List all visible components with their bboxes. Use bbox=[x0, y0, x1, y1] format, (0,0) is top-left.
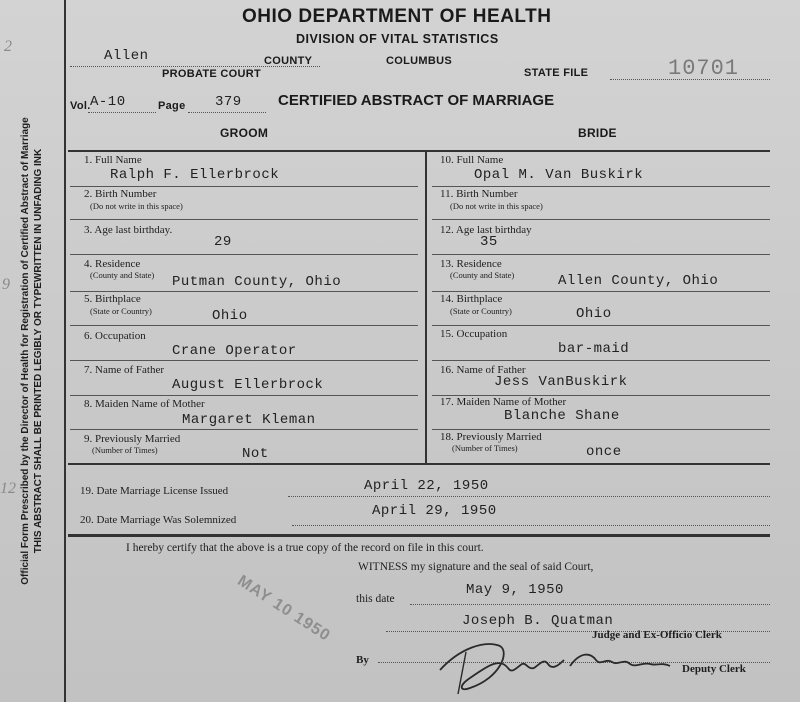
solemnized-value: April 29, 1950 bbox=[372, 503, 497, 519]
row-rule bbox=[432, 429, 770, 430]
row-rule bbox=[70, 325, 418, 326]
margin-rule bbox=[64, 0, 66, 702]
official-form-note: Official Form Prescribed by the Director of Health for Registration of Certified Abstract of Marriage bbox=[20, 117, 31, 585]
state-file-number: 10701 bbox=[668, 56, 740, 81]
row-rule bbox=[432, 219, 770, 220]
witness-statement: WITNESS my signature and the seal of said Court, bbox=[358, 561, 594, 573]
groom-full-name-value: Ralph F. Ellerbrock bbox=[110, 167, 280, 183]
groom-birthplace-note: (State or Country) bbox=[90, 306, 152, 316]
groom-residence-label: 4. Residence bbox=[84, 258, 141, 270]
groom-previously-married-value: Not bbox=[242, 446, 269, 462]
row-rule bbox=[432, 291, 770, 292]
bride-age-value: 35 bbox=[480, 234, 498, 250]
bride-father-value: Jess VanBuskirk bbox=[494, 374, 628, 390]
bride-residence-value: Allen County, Ohio bbox=[558, 273, 719, 289]
vol-line bbox=[88, 112, 156, 113]
license-issued-label: 19. Date Marriage License Issued bbox=[80, 485, 229, 497]
page-label: Page bbox=[158, 100, 186, 112]
bride-mother-label: 17. Maiden Name of Mother bbox=[440, 396, 567, 408]
license-issued-value: April 22, 1950 bbox=[364, 478, 489, 494]
groom-age-value: 29 bbox=[214, 234, 232, 250]
groom-father-value: August Ellerbrock bbox=[172, 377, 324, 393]
bride-occupation-label: 15. Occupation bbox=[440, 328, 508, 340]
license-issued-line bbox=[288, 496, 770, 497]
row-rule bbox=[432, 360, 770, 361]
row-rule bbox=[70, 429, 418, 430]
groom-mother-value: Margaret Kleman bbox=[182, 412, 316, 428]
print-legibly-note: THIS ABSTRACT SHALL BE PRINTED LEGIBLY OR TYPEWRITTEN IN UNFADING INK bbox=[33, 148, 44, 554]
this-date-line bbox=[410, 604, 770, 605]
bride-mother-value: Blanche Shane bbox=[504, 408, 620, 424]
row-rule bbox=[70, 219, 418, 220]
department-title: OHIO DEPARTMENT OF HEALTH bbox=[242, 6, 552, 27]
groom-birth-number-note: (Do not write in this space) bbox=[90, 201, 183, 211]
certification-statement: I hereby certify that the above is a true copy of the record on file in this court. bbox=[126, 542, 484, 554]
bride-father-label: 16. Name of Father bbox=[440, 364, 526, 376]
page-value: 379 bbox=[215, 94, 242, 110]
state-file-label: STATE FILE bbox=[524, 67, 589, 79]
bride-occupation-value: bar-maid bbox=[558, 341, 630, 357]
details-table bbox=[68, 150, 770, 465]
received-date-stamp: MAY 10 1950 bbox=[234, 572, 334, 645]
city-label: COLUMBUS bbox=[386, 55, 452, 67]
bride-birthplace-value: Ohio bbox=[576, 306, 612, 322]
bride-previously-married-value: once bbox=[586, 444, 622, 460]
groom-birthplace-label: 5. Birthplace bbox=[84, 293, 141, 305]
groom-occupation-value: Crane Operator bbox=[172, 343, 297, 359]
division-title: DIVISION OF VITAL STATISTICS bbox=[296, 32, 499, 46]
bride-birthplace-note: (State or Country) bbox=[450, 306, 512, 316]
left-margin bbox=[0, 0, 66, 702]
this-date-label: this date bbox=[356, 593, 395, 605]
by-label: By bbox=[356, 654, 369, 666]
bride-birth-number-note: (Do not write in this space) bbox=[450, 201, 543, 211]
groom-heading: GROOM bbox=[220, 126, 269, 140]
row-rule bbox=[432, 254, 770, 255]
bride-age-label: 12. Age last birthday bbox=[440, 224, 532, 236]
groom-previously-married-note: (Number of Times) bbox=[92, 445, 158, 455]
section-rule bbox=[68, 534, 770, 537]
groom-previously-married-label: 9. Previously Married bbox=[84, 433, 181, 445]
groom-residence-note: (County and State) bbox=[90, 270, 155, 280]
bride-heading: BRIDE bbox=[578, 126, 617, 140]
margin-mark-1: 2 bbox=[4, 38, 12, 55]
groom-birthplace-value: Ohio bbox=[212, 308, 248, 324]
margin-mark-2: 9 bbox=[2, 276, 10, 293]
county-value: Allen bbox=[104, 48, 149, 64]
row-rule bbox=[70, 395, 418, 396]
row-rule bbox=[432, 325, 770, 326]
county-label: COUNTY bbox=[264, 55, 313, 67]
deputy-title: Deputy Clerk bbox=[682, 663, 746, 675]
vol-value: A-10 bbox=[90, 94, 126, 110]
row-rule bbox=[432, 186, 770, 187]
judge-title: Judge and Ex-Officio Clerk bbox=[592, 629, 722, 641]
bride-full-name-value: Opal M. Van Buskirk bbox=[474, 167, 644, 183]
bride-previously-married-label: 18. Previously Married bbox=[440, 431, 542, 443]
bride-previously-married-note: (Number of Times) bbox=[452, 443, 518, 453]
groom-occupation-label: 6. Occupation bbox=[84, 330, 146, 342]
page-line bbox=[188, 112, 266, 113]
row-rule bbox=[70, 291, 418, 292]
solemnized-label: 20. Date Marriage Was Solemnized bbox=[80, 514, 237, 526]
row-rule bbox=[70, 360, 418, 361]
form-title: CERTIFIED ABSTRACT OF MARRIAGE bbox=[278, 92, 555, 109]
groom-mother-label: 8. Maiden Name of Mother bbox=[84, 398, 205, 410]
row-rule bbox=[70, 186, 418, 187]
groom-full-name-label: 1. Full Name bbox=[84, 154, 142, 166]
probate-court-label: PROBATE COURT bbox=[162, 68, 262, 80]
vol-label: Vol. bbox=[70, 100, 91, 112]
bride-residence-label: 13. Residence bbox=[440, 258, 502, 270]
column-divider bbox=[425, 150, 427, 463]
this-date-value: May 9, 1950 bbox=[466, 582, 564, 598]
groom-age-label: 3. Age last birthday. bbox=[84, 224, 173, 236]
margin-mark-3: 12 bbox=[0, 480, 16, 497]
groom-father-label: 7. Name of Father bbox=[84, 364, 165, 376]
form-instructions bbox=[19, 117, 45, 585]
groom-residence-value: Putman County, Ohio bbox=[172, 274, 342, 290]
groom-birth-number-label: 2. Birth Number bbox=[84, 188, 157, 200]
solemnized-line bbox=[292, 525, 770, 526]
bride-residence-note: (County and State) bbox=[450, 270, 515, 280]
bride-birthplace-label: 14. Birthplace bbox=[440, 293, 503, 305]
judge-name: Joseph B. Quatman bbox=[462, 613, 614, 629]
bride-birth-number-label: 11. Birth Number bbox=[440, 188, 518, 200]
row-rule bbox=[70, 254, 418, 255]
bride-full-name-label: 10. Full Name bbox=[440, 154, 504, 166]
